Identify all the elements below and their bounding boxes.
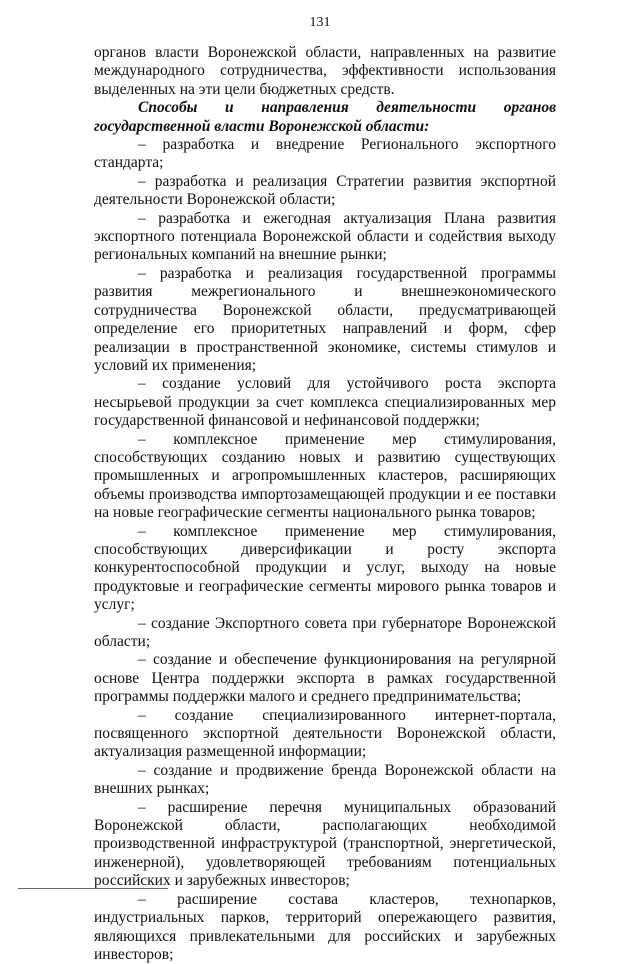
list-item: – расширение состава кластеров, технопарков, индустриальных парков, территорий опережающего развития, являющихся привлекательными для российских и зарубежных инвесторов; — [94, 890, 556, 963]
intro-paragraph: органов власти Воронежской области, направленных на развитие международного сотрудничества, эффективности использования выделенных на эти цели бюджетных средств. — [94, 44, 556, 98]
list-item: – разработка и реализация государственной программы развития межрегионального и внешнеэкономического сотрудничества Воронежской области, предусматривающей определение его приоритетных направлений и форм, сфер реализации в пространственной экономике, системы стимулов и условий их применения; — [94, 264, 556, 374]
list-item: – разработка и реализация Стратегии развития экспортной деятельности Воронежской области; — [94, 172, 556, 209]
document-body — [94, 44, 556, 964]
list-item: – расширение перечня муниципальных образований Воронежской области, располагающих необходимой производственной инфраструктурой (транспортной, энергетической, инженерной), удовлетворяющей требованиям потенциальных российских и зарубежных инвесторов; — [94, 798, 556, 890]
list-item: – создание условий для устойчивого роста экспорта несырьевой продукции за счет комплекса специализированных мер государственной финансовой и нефинансовой поддержки; — [94, 375, 556, 430]
list-item: – создание и обеспечение функционирования на регулярной основе Центра поддержки экспорта в рамках государственной программы поддержки малого и среднего предпринимательства; — [94, 651, 556, 706]
footer-divider — [18, 888, 168, 889]
list-item: – разработка и внедрение Регионального экспортного стандарта; — [94, 136, 556, 172]
list-item: – создание Экспортного совета при губернаторе Воронежской области; — [94, 614, 556, 650]
list-item: – создание и продвижение бренда Воронежской области на внешних рынках; — [94, 761, 556, 798]
section-heading: Способы и направления деятельности органов государственной власти Воронежской области: — [94, 99, 556, 135]
page-number: 131 — [309, 15, 331, 30]
list-item: – комплексное применение мер стимулирования, способствующих созданию новых и развитию существующих промышленных и агропромышленных кластеров, расширяющих объемы производства импортозамещающей продукции и ее поставки на новые географические сегменты национального рынка товаров; — [94, 430, 556, 522]
list-item: – разработка и ежегодная актуализация Плана развития экспортного потенциала Воронежской области и содействия выходу региональных компаний на внешние рынки; — [94, 209, 556, 264]
list-item: – создание специализированного интернет-портала, посвященного экспортной деятельности Воронежской области, актуализация размещенной информации; — [94, 706, 556, 761]
list-item: – комплексное применение мер стимулирования, способствующих диверсификации и росту экспорта конкурентоспособной продукции и услуг, выходу на новые продуктовые и географические сегменты мирового рынка товаров и услуг; — [94, 522, 556, 614]
